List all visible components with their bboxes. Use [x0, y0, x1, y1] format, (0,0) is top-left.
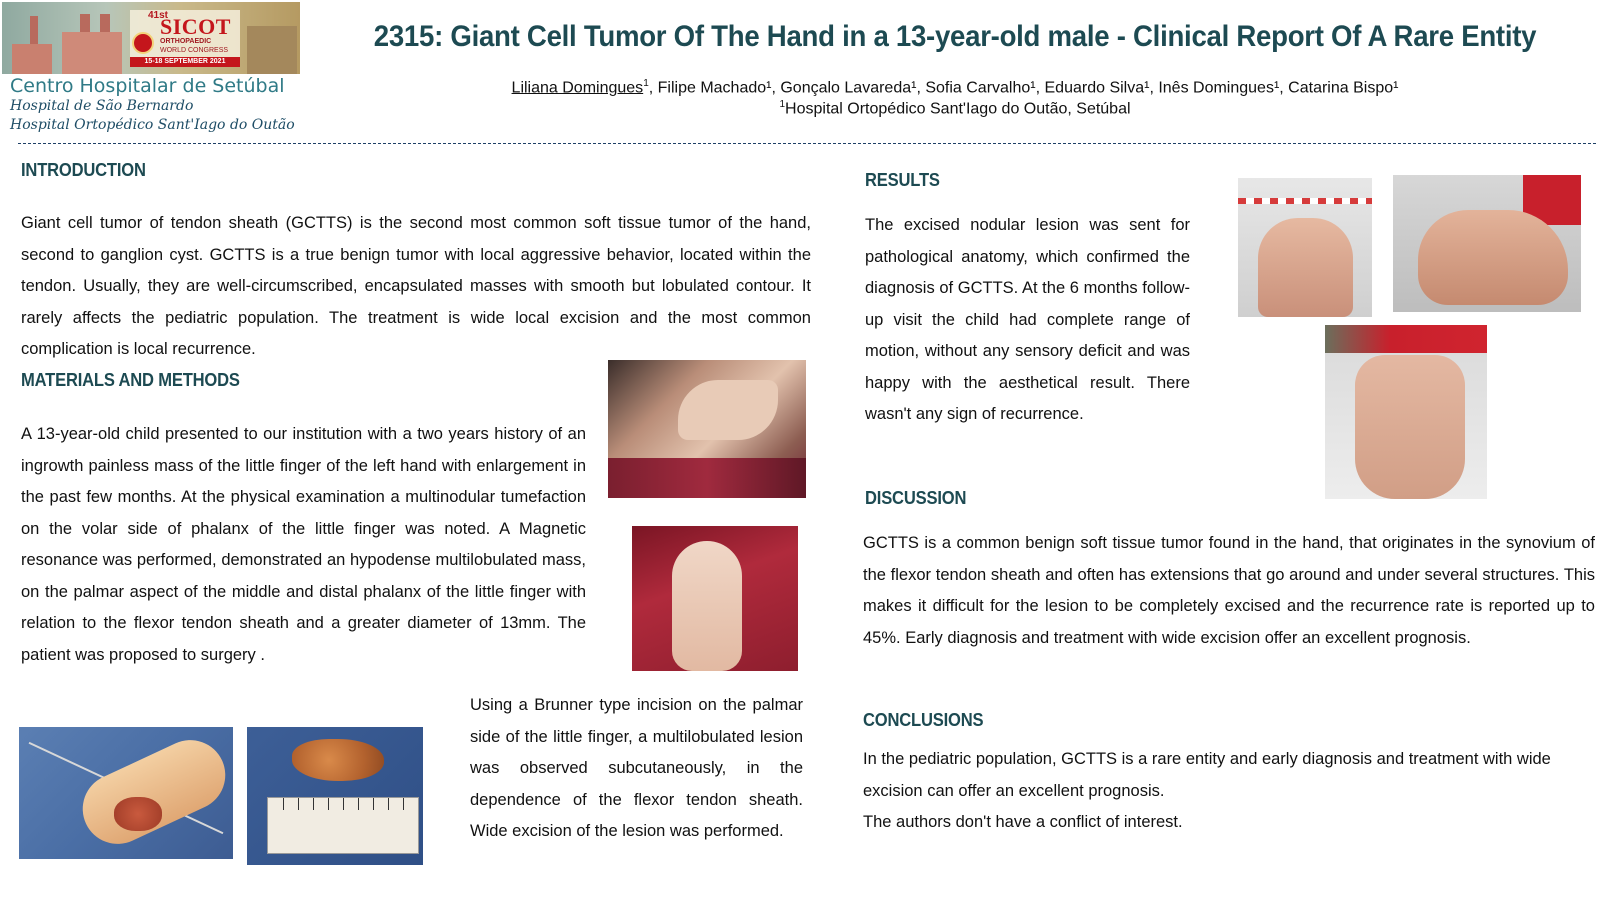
conclusions-heading: CONCLUSIONS: [863, 710, 984, 730]
discussion-heading: DISCUSSION: [865, 488, 967, 508]
photo-follow-up-open-palm: [1238, 178, 1372, 317]
conclusions-text: [863, 744, 1595, 839]
photo-follow-up-dorsal-hand: [1325, 325, 1487, 499]
logo-dates: 15-18 SEPTEMBER 2021: [130, 57, 240, 67]
discussion-text: GCTTS is a common benign soft tissue tumor found in the hand, that originates in the synovium of the flexor tendon sheath and often has extensions that go around and under several structures. This makes it difficult for the lesion to be completely excised and the recurrence rate is reported up to 45%. Early diagnosis and treatment with wide excision offer an excellent prognosis.: [863, 534, 1595, 647]
logo-line-1: ORTHOPAEDIC: [160, 38, 212, 45]
introduction-heading: INTRODUCTION: [21, 160, 146, 180]
surgery-text: Using a Brunner type incision on the palmar side of the little finger, a multilobulated lesion was observed subcutaneously, in the dependence of the flexor tendon sheath. Wide excision of the lesion was performed.: [470, 696, 803, 840]
author-sup: 1: [643, 78, 649, 89]
affiliation: [320, 99, 1590, 118]
header-divider: [18, 143, 1596, 144]
introduction-text: Giant cell tumor of tendon sheath (GCTTS) is the second most common soft tissue tumor of the hand, second to ganglion cyst. GCTTS is a true benign tumor with local aggressive behavior, located within the tendon. Usually, they are well-circumscribed, encapsulated masses with smooth but lobulated contour. It rarely affects the pediatric population. The treatment is wide local excision and the most common complication is local recurrence.: [21, 214, 811, 358]
logo-name: SICOT: [160, 14, 231, 39]
logo-line-2: WORLD CONGRESS: [160, 47, 229, 54]
sicot-congress-logo: [2, 2, 300, 74]
poster-title: 2315: Giant Cell Tumor Of The Hand in a 13-year-old male - Clinical Report Of A Rare Entity: [373, 20, 1537, 53]
logo-edition: 41st: [148, 10, 169, 21]
globe-icon: [132, 32, 154, 54]
methods-text: A 13-year-old child presented to our institution with a two years history of an ingrowth painless mass of the little finger of the left hand with enlargement in the past few months. At the physical examination a multinodular tumefaction on the volar side of phalanx of the little finger was noted. A Magnetic resonance was performed, demonstrated an hypodense multilobulated mass, on the palmar aspect of the middle and distal phalanx of the little finger with relation to the flexor tendon sheath and a greater diameter of 13mm. The patient was proposed to surgery .: [21, 425, 586, 664]
photo-intraoperative-lesion: [19, 727, 233, 859]
co-authors: , Filipe Machado¹, Gonçalo Lavareda¹, Sofia Carvalho¹, Eduardo Silva¹, Inês Domingues¹, Catarina Bispo¹: [648, 79, 1399, 97]
affiliation-sup: 1: [779, 99, 786, 110]
hospital-subname-2: Hospital Ortopédico Sant'Iago do Outão: [10, 117, 295, 133]
photo-little-finger-lateral: [632, 526, 798, 671]
conclusions-paragraph: In the pediatric population, GCTTS is a rare entity and early diagnosis and treatment with wide excision can offer an excellent prognosis.: [863, 750, 1551, 800]
methods-heading: MATERIALS AND METHODS: [21, 370, 240, 390]
photo-finger-mass-pinch: [608, 360, 806, 498]
affiliation-text: Hospital Ortopédico Sant'Iago do Outão, Setúbal: [785, 100, 1131, 118]
results-heading: RESULTS: [865, 170, 940, 190]
author-list: [320, 78, 1590, 97]
hospital-name: Centro Hospitalar de Setúbal: [10, 75, 285, 97]
presenting-author: Liliana Domingues: [511, 79, 644, 97]
photo-follow-up-fist: [1393, 175, 1581, 312]
conflict-of-interest: The authors don't have a conflict of interest.: [863, 813, 1183, 831]
hospital-subname-1: Hospital de São Bernardo: [10, 98, 194, 114]
results-text: The excised nodular lesion was sent for pathological anatomy, which confirmed the diagnosis of GCTTS. At the 6 months follow-up visit the child had complete range of motion, without any sensory deficit and was happy with the aesthetical result. There wasn't any sign of recurrence.: [865, 216, 1190, 423]
photo-excised-specimen-ruler: [247, 727, 423, 865]
